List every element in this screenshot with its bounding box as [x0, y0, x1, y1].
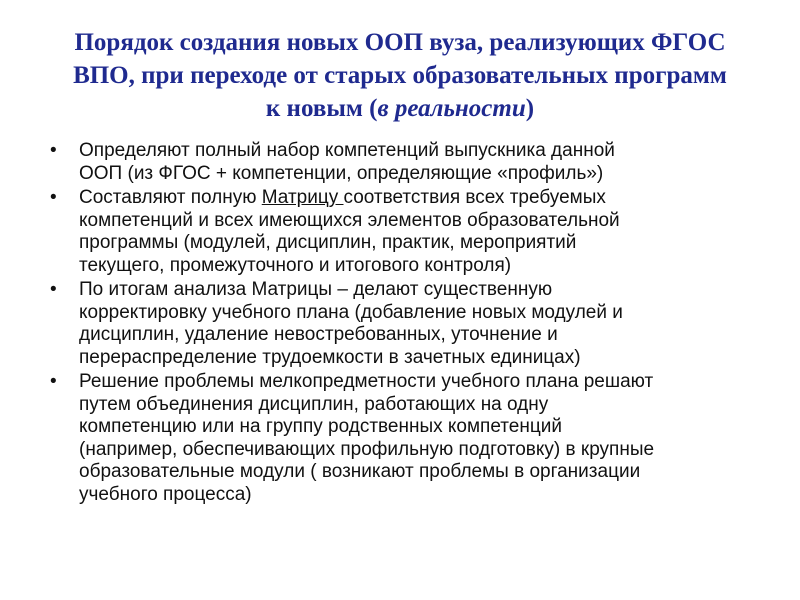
bullet-item-2	[50, 187, 760, 277]
bullet-1-line-2: ООП (из ФГОС + компетенции, определяющие «профиль»)	[79, 162, 604, 184]
bullet-4-line-3: компетенцию или на группу родственных компетенций	[79, 416, 562, 437]
bullet-item-1	[50, 140, 760, 185]
bullet-2-line-1	[79, 187, 760, 210]
title-emphasis: в реальности	[377, 95, 526, 122]
bullet-2-line-3: программы (модулей, дисциплин, практик, мероприятий	[79, 232, 577, 253]
bullet-4-line-2: путем объединения дисциплин, работающих на одну	[79, 393, 549, 415]
title-line-3-suffix: )	[525, 95, 535, 122]
bullet-1-line-1: Определяют полный набор компетенций выпускника данной	[79, 140, 615, 161]
bullet-dot-icon: •	[50, 187, 57, 208]
title-line-3-prefix: к новым (	[265, 95, 378, 122]
bullet-4-line-6: учебного процесса)	[79, 483, 252, 505]
bullet-4-line-5: образовательные модули ( возникают проблемы в организации	[79, 461, 641, 482]
title-line-2: ВПО, при переходе от старых образовательных программ	[73, 62, 727, 89]
bullet-item-3	[50, 279, 760, 369]
bullet-list	[50, 140, 760, 508]
bullet-4-line-1: Решение проблемы мелкопредметности учебного плана решают	[79, 371, 654, 392]
bullet-item-4	[50, 371, 760, 506]
matrix-underlined-term: Матрицу	[261, 187, 344, 208]
bullet-dot-icon: •	[50, 371, 57, 392]
bullet-2-line-4: текущего, промежуточного и итогового контроля)	[79, 254, 512, 276]
bullet-2-prefix: Составляют полную	[79, 187, 262, 208]
bullet-dot-icon: •	[50, 279, 57, 300]
bullet-2-line-2: компетенций и всех имеющихся элементов образовательной	[79, 209, 620, 231]
bullet-3-line-4: перераспределение трудоемкости в зачетных единицах)	[79, 346, 581, 368]
bullet-dot-icon: •	[50, 140, 57, 161]
bullet-3-line-2: корректировку учебного плана (добавление новых модулей и	[79, 301, 623, 323]
slide-title	[40, 26, 760, 125]
bullet-4-line-4: (например, обеспечивающих профильную подготовку) в крупные	[79, 438, 655, 460]
bullet-2-suffix: соответствия всех требуемых	[343, 187, 606, 208]
title-line-3	[40, 92, 760, 125]
title-line-1: Порядок создания новых ООП вуза, реализующих ФГОС	[74, 29, 726, 56]
bullet-3-line-1: По итогам анализа Матрицы – делают существенную	[79, 279, 553, 300]
bullet-3-line-3: дисциплин, удаление невостребованных, уточнение и	[79, 324, 558, 345]
